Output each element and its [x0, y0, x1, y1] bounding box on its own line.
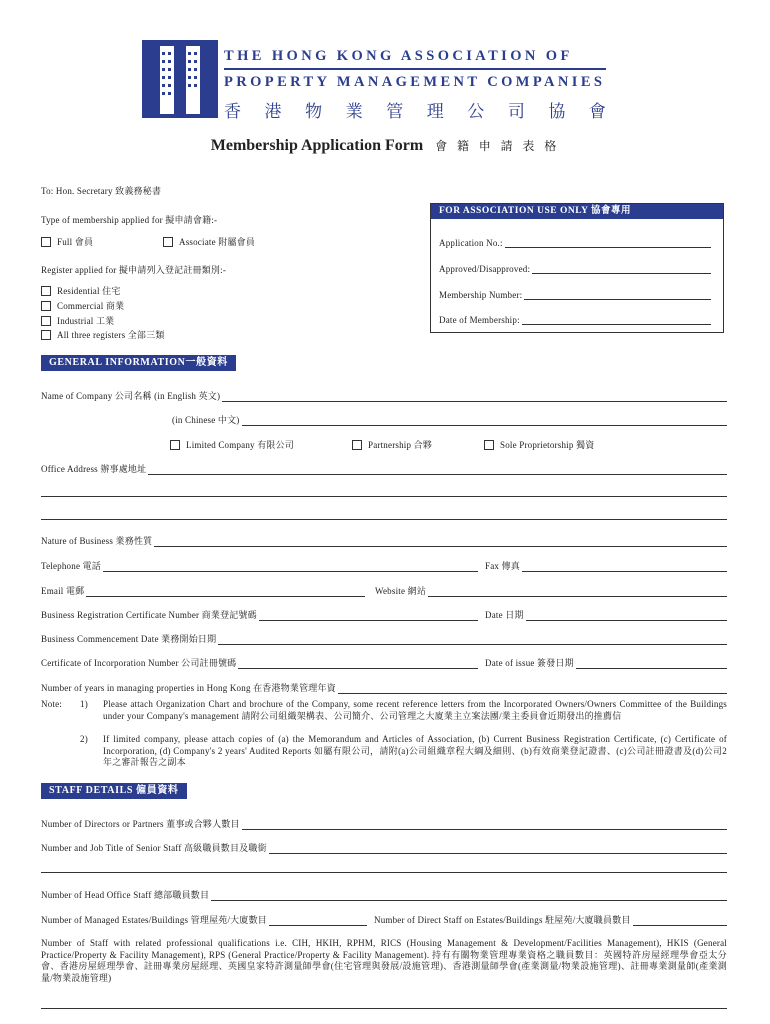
checkbox[interactable]	[41, 237, 51, 247]
senior-staff-field[interactable]: Number and Job Title of Senior Staff 高級職員數目及職銜	[41, 841, 727, 854]
br-date-field[interactable]: Date 日期	[485, 608, 727, 621]
org-name-zh: 香 港 物 業 管 理 公 司 協 會	[224, 102, 606, 122]
staff-details-header: STAFF DETAILS 僱員資料	[41, 783, 187, 799]
building-logo-icon	[142, 40, 218, 118]
date-of-issue-field[interactable]: Date of issue 簽發日期	[485, 656, 727, 669]
fax-field[interactable]: Fax 傳真	[485, 559, 727, 572]
date-of-membership-field[interactable]: Date of Membership:	[439, 314, 711, 325]
form-title-zh: 會 籍 申 請 表 格	[435, 139, 560, 153]
qualifications-text: Number of Staff with related professional qualifications i.e. CIH, HKIH, RPHM, RICS (Housing Management & Development/Facilities Management), HKIS (General Practice/Property & Facility Management), RPS (General Practice/Property & Facility Management). 持有有關物業管理專業資格之職員數目：英國特許房屋經理學會亞太分會、香港房屋經理學會、註冊專業房屋經理、英國皇家特許測量師學會(住宅管理與發展/設施管理)、香港測量師學會(產業測量/物業設施管理)、註冊專業測量師(產業測量/物業設施管理)	[41, 938, 727, 983]
address-line-2[interactable]	[41, 496, 727, 497]
register-residential-option[interactable]: Residential 住宅	[41, 284, 121, 297]
checkbox[interactable]	[163, 237, 173, 247]
direct-staff-field[interactable]: Number of Direct Staff on Estates/Buildings 駐屋苑/大廈職員數目	[374, 913, 727, 926]
note-1-text: Please attach Organization Chart and brochure of the Company, some recent reference letters from the Incorporated Owners/Owners Committee of the Buildings under your Company's management 請附公司組織架構表、公司簡介、公司管理之大廈業主立案法團/業主委員會近期發出的推薦信	[103, 699, 727, 721]
register-industrial-option[interactable]: Industrial 工業	[41, 314, 114, 327]
checkbox[interactable]	[41, 301, 51, 311]
application-no-field[interactable]: Application No.:	[439, 237, 711, 248]
address-line-3[interactable]	[41, 519, 727, 520]
years-managing-field[interactable]: Number of years in managing properties in Hong Kong 在香港物業管理年資	[41, 681, 727, 694]
sole-proprietorship-option[interactable]: Sole Proprietorship 獨資	[484, 438, 594, 451]
office-use-header: FOR ASSOCIATION USE ONLY 協會專用	[431, 204, 723, 219]
telephone-field[interactable]: Telephone 電話	[41, 559, 478, 572]
company-name-zh-field[interactable]: (in Chinese 中文)	[172, 413, 727, 426]
membership-full-option[interactable]: Full 會員	[41, 235, 93, 248]
website-field[interactable]: Website 網站	[375, 584, 727, 597]
incorporation-number-field[interactable]: Certificate of Incorporation Number 公司註冊號碼	[41, 656, 478, 669]
managed-estates-field[interactable]: Number of Managed Estates/Buildings 管理屋苑/大廈數目	[41, 913, 367, 926]
note-2-text: If limited company, please attach copies of (a) the Memorandum and Articles of Association, (b) Current Business Registration Certificate, (c) Certificate of Incorporation, (d) Company's 2 years' Audited Reports 如屬有限公司，請附(a)公司組織章程大綱及細則、(b)有效商業登記證書、(c)公司註冊證書及(d)公司2年之審計報告之副本	[103, 734, 727, 767]
br-number-field[interactable]: Business Registration Certificate Number 商業登記號碼	[41, 608, 478, 621]
register-label: Register applied for 擬申請列入登記註冊類別:-	[41, 265, 227, 275]
org-name-en-line2: PROPERTY MANAGEMENT COMPANIES	[224, 74, 606, 90]
partnership-option[interactable]: Partnership 合夥	[352, 438, 432, 451]
membership-associate-option[interactable]: Associate 附屬會員	[163, 235, 255, 248]
email-field[interactable]: Email 電郵	[41, 584, 365, 597]
directors-field[interactable]: Number of Directors or Partners 董事或合夥人數目	[41, 817, 727, 830]
checkbox[interactable]	[41, 286, 51, 296]
senior-staff-line-2[interactable]	[41, 872, 727, 873]
head-office-staff-field[interactable]: Number of Head Office Staff 總部職員數目	[41, 888, 727, 901]
note-2-number: 2)	[80, 734, 88, 744]
office-use-box	[430, 203, 724, 333]
form-title	[0, 137, 770, 155]
notes-label: Note:	[41, 699, 62, 709]
checkbox[interactable]	[41, 316, 51, 326]
checkbox[interactable]	[352, 440, 362, 450]
note-1-number: 1)	[80, 699, 88, 709]
logo-rule	[224, 68, 606, 70]
approved-field[interactable]: Approved/Disapproved:	[439, 263, 711, 274]
membership-number-field[interactable]: Membership Number:	[439, 289, 711, 300]
register-commercial-option[interactable]: Commercial 商業	[41, 299, 124, 312]
checkbox[interactable]	[170, 440, 180, 450]
to-line: To: Hon. Secretary 致義務秘書	[41, 186, 162, 196]
office-address-field[interactable]: Office Address 辦事處地址	[41, 462, 727, 475]
general-info-header: GENERAL INFORMATION一般資料	[41, 355, 236, 371]
limited-company-option[interactable]: Limited Company 有限公司	[170, 438, 294, 451]
commencement-date-field[interactable]: Business Commencement Date 業務開始日期	[41, 632, 727, 645]
qualifications-line[interactable]	[41, 1008, 727, 1009]
register-all-option[interactable]: All three registers 全部三類	[41, 328, 165, 341]
association-logo	[142, 40, 218, 118]
membership-type-label: Type of membership applied for 擬申請會籍:-	[41, 215, 218, 225]
org-name-en-line1: THE HONG KONG ASSOCIATION OF	[224, 48, 573, 64]
checkbox[interactable]	[484, 440, 494, 450]
form-title-en: Membership Application Form	[210, 137, 424, 154]
checkbox[interactable]	[41, 330, 51, 340]
company-name-en-field[interactable]: Name of Company 公司名稱 (in English 英文)	[41, 389, 727, 402]
nature-of-business-field[interactable]: Nature of Business 業務性質	[41, 534, 727, 547]
